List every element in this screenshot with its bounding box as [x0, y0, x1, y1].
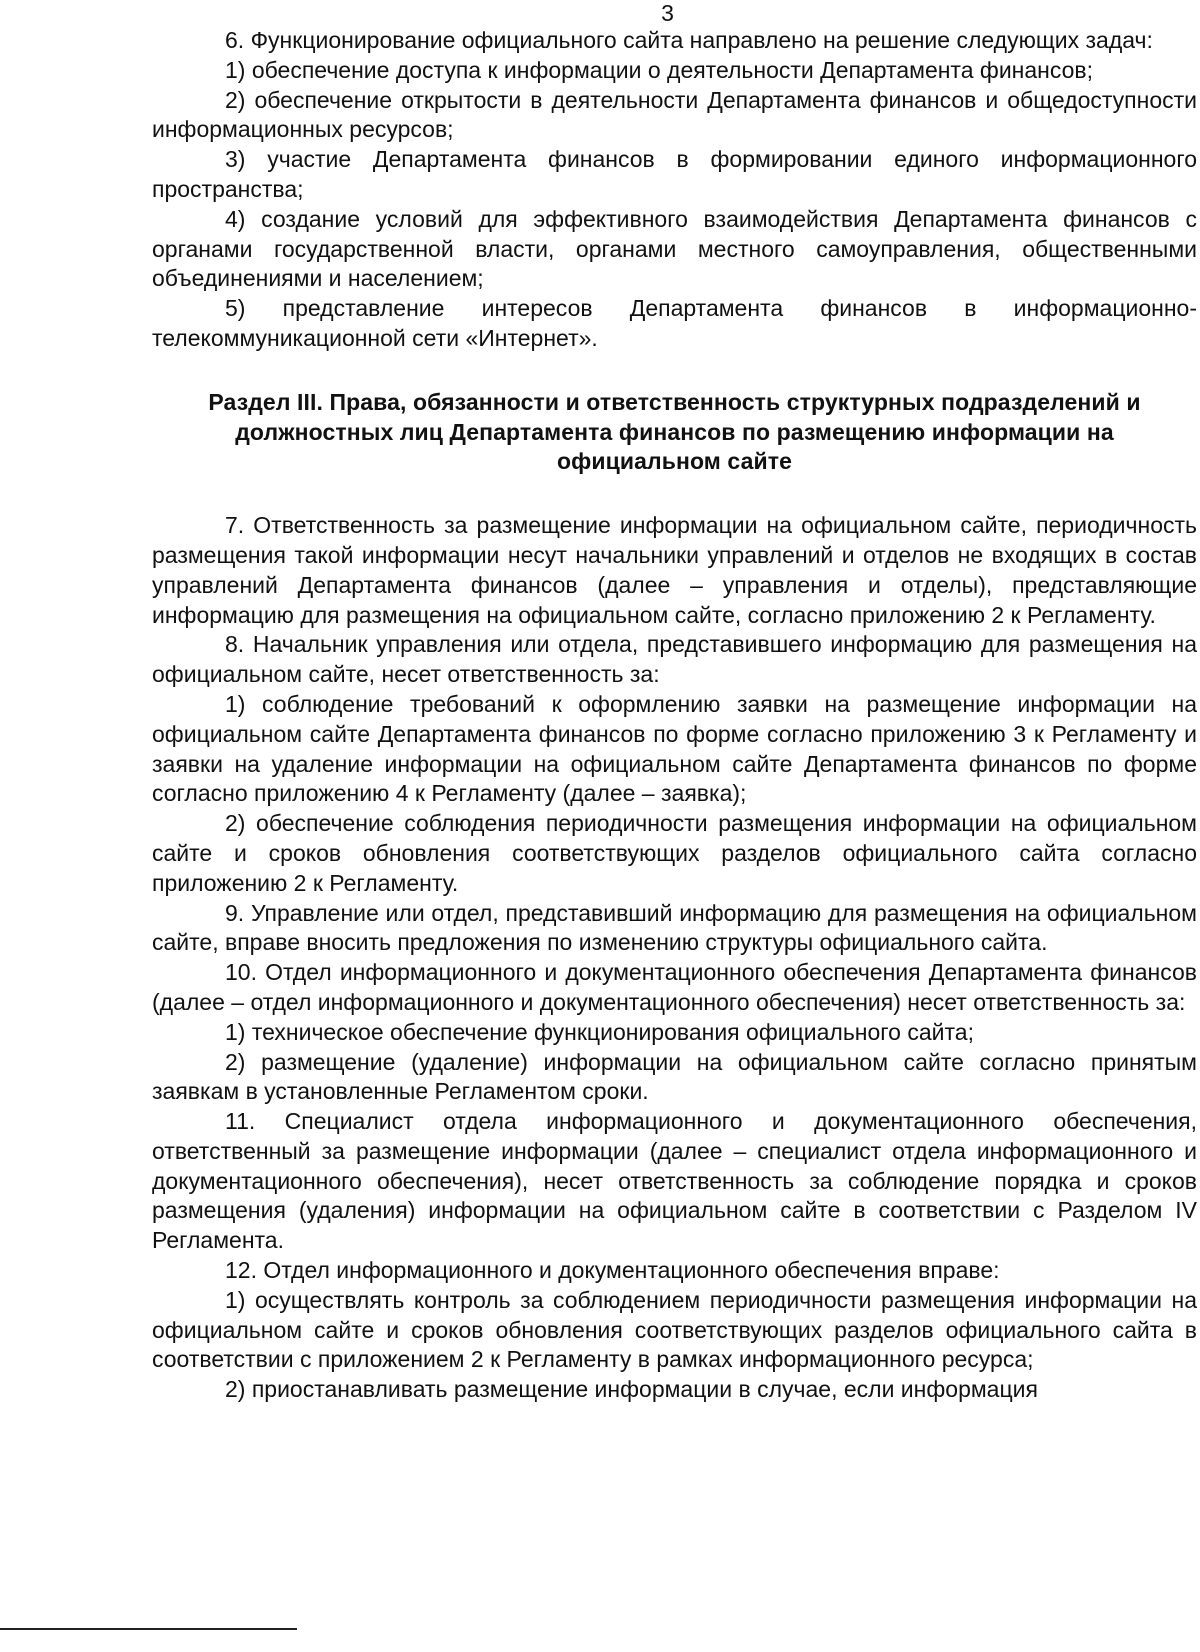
- paragraph-item-9: 9. Управление или отдел, представивший информацию для размещения на официальном сайте, вправе вносить предложения по изменению структуры официального сайта.: [152, 899, 1197, 956]
- list-item: 1) техническое обеспечение функционирования официального сайта;: [225, 1018, 974, 1045]
- list-item: 1) обеспечение доступа к информации о деятельности Департамента финансов;: [225, 56, 1094, 83]
- list-item: 1) осуществлять контроль за соблюдением периодичности размещения информации на официальном сайте и сроков обновления соответствующих разделов официального сайта в соответствии с приложением 2 к Регламенту в рамках информационного ресурса;: [152, 1286, 1197, 1373]
- paragraph-item-6: 6. Функционирование официального сайта направлено на решение следующих задач:: [225, 27, 1153, 53]
- list-item: 3) участие Департамента финансов в формировании единого информационного пространства;: [152, 146, 1197, 202]
- section-title: Раздел III. Права, обязанности и ответственность структурных подразделений и должностных лиц Департамента финансов по размещению информации на официальном сайте: [208, 388, 1141, 475]
- list-item: 2) обеспечение соблюдения периодичности размещения информации на официальном сайте и сроков обновления соответствующих разделов официального сайта согласно приложению 2 к Регламенту.: [152, 810, 1197, 896]
- list-item: 4) создание условий для эффективного взаимодействия Департамента финансов с органами государственной власти, органами местного самоуправления, общественными объединениями и населением;: [152, 205, 1197, 292]
- list-item: 1) соблюдение требований к оформлению заявки на размещение информации на официальном сайте Департамента финансов по форме согласно приложению 3 к Регламенту и заявки на удаление информации на официальном сайте Департамента финансов по форме согласно приложению 4 к Регламенту (далее – заявка);: [152, 690, 1197, 807]
- paragraph-item-7: 7. Ответственность за размещение информации на официальном сайте, периодичность размещения такой информации несут начальники управлений и отделов не входящих в состав управлений Департамента финансов (далее – управления и отделы), представляющие информацию для размещения на официальном сайте, согласно приложению 2 к Регламенту.: [152, 512, 1197, 628]
- paragraph-item-11: 11. Специалист отдела информационного и документационного обеспечения, ответственный за размещение информации (далее – специалист отдела информационного и документационного обеспечения), несет ответственность за соблюдение порядка и сроков размещения (удаления) информации на официальном сайте в соответствии с Разделом IV Регламента.: [152, 1108, 1197, 1254]
- document-body: [152, 26, 1197, 1405]
- paragraph-item-12: 12. Отдел информационного и документационного обеспечения вправе:: [225, 1257, 1000, 1284]
- list-item: 5) представление интересов Департамента финансов в информационно-телекоммуникационной сети «Интернет».: [152, 295, 1197, 351]
- list-item: 2) обеспечение открытости в деятельности Департамента финансов и общедоступности информационных ресурсов;: [152, 86, 1197, 143]
- footnote-divider: [0, 1628, 297, 1630]
- page-number: 3: [661, 0, 674, 26]
- paragraph-item-10: 10. Отдел информационного и документационного обеспечения Департамента финансов (далее – отдел информационного и документационного обеспечения) несет ответственность за:: [152, 959, 1197, 1015]
- list-item: 2) размещение (удаление) информации на официальном сайте согласно принятым заявкам в установленные Регламентом сроки.: [152, 1048, 1197, 1105]
- list-item: 2) приостанавливать размещение информации в случае, если информация: [225, 1376, 1038, 1403]
- paragraph-item-8: 8. Начальник управления или отдела, представившего информацию для размещения на официальном сайте, несет ответственность за:: [152, 631, 1197, 688]
